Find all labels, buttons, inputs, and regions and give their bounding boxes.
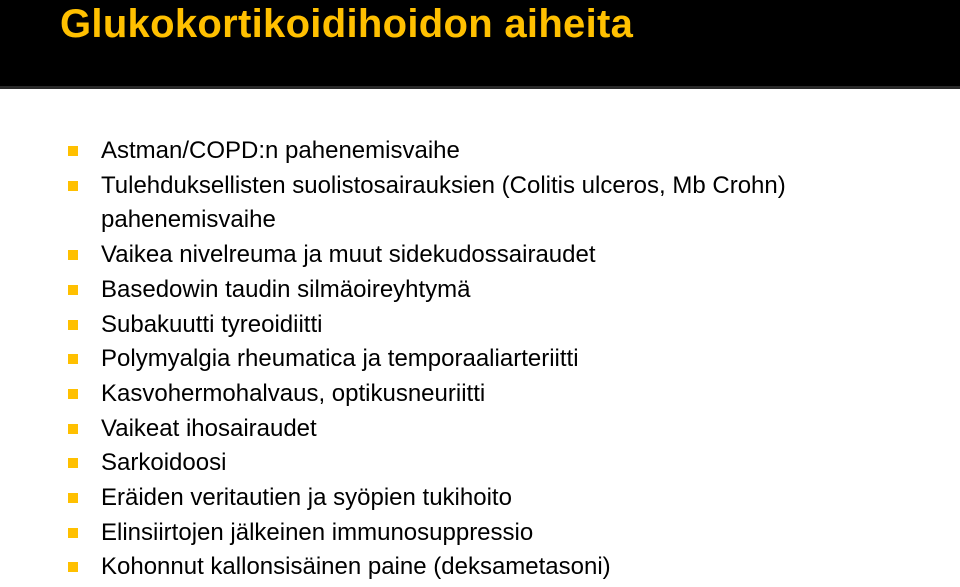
bullet-text: Sarkoidoosi	[101, 449, 227, 477]
bullet-text: Basedowin taudin silmäoireyhtymä	[101, 275, 471, 303]
square-bullet-icon	[68, 285, 78, 295]
title-bar	[0, 0, 960, 89]
bullet-text: Tulehduksellisten suolistosairauksien (Colitis ulceros, Mb Crohn) pahenemisvaihe	[101, 171, 786, 234]
bullet-item	[68, 550, 938, 585]
bullet-text: Vaikea nivelreuma ja muut sidekudossairaudet	[101, 241, 596, 269]
square-bullet-icon	[68, 146, 78, 156]
slide-title: Glukokortikoidihoidon aiheita	[60, 2, 634, 46]
bullet-item	[68, 273, 938, 308]
bullet-text: Astman/COPD:n pahenemisvaihe	[101, 137, 460, 164]
bullet-text: Eräiden veritautien ja syöpien tukihoito	[101, 484, 512, 512]
bullet-text: Subakuutti tyreoidiitti	[101, 310, 323, 338]
bullet-item	[68, 134, 938, 169]
square-bullet-icon	[68, 493, 78, 503]
bullet-item	[68, 238, 938, 273]
square-bullet-icon	[68, 424, 78, 434]
bullet-list	[68, 134, 938, 585]
bullet-text: Polymyalgia rheumatica ja temporaaliarteriitti	[101, 345, 579, 373]
square-bullet-icon	[68, 528, 78, 538]
bullet-text: Vaikeat ihosairaudet	[101, 414, 317, 442]
bullet-item	[68, 412, 938, 447]
bullet-text: Elinsiirtojen jälkeinen immunosuppressio	[101, 518, 534, 546]
bullet-item	[68, 446, 938, 481]
bullet-item	[68, 342, 938, 377]
square-bullet-icon	[68, 354, 78, 364]
square-bullet-icon	[68, 458, 78, 468]
bullet-item	[68, 377, 938, 412]
bullet-text: Kasvohermohalvaus, optikusneuriitti	[101, 379, 486, 407]
square-bullet-icon	[68, 389, 78, 399]
bullet-text: Kohonnut kallonsisäinen paine (deksametasoni)	[101, 553, 611, 581]
square-bullet-icon	[68, 181, 78, 191]
square-bullet-icon	[68, 250, 78, 260]
bullet-item	[68, 481, 938, 516]
square-bullet-icon	[68, 562, 78, 572]
bullet-item	[68, 308, 938, 343]
bullet-item	[68, 169, 938, 238]
square-bullet-icon	[68, 320, 78, 330]
bullet-item	[68, 516, 938, 551]
